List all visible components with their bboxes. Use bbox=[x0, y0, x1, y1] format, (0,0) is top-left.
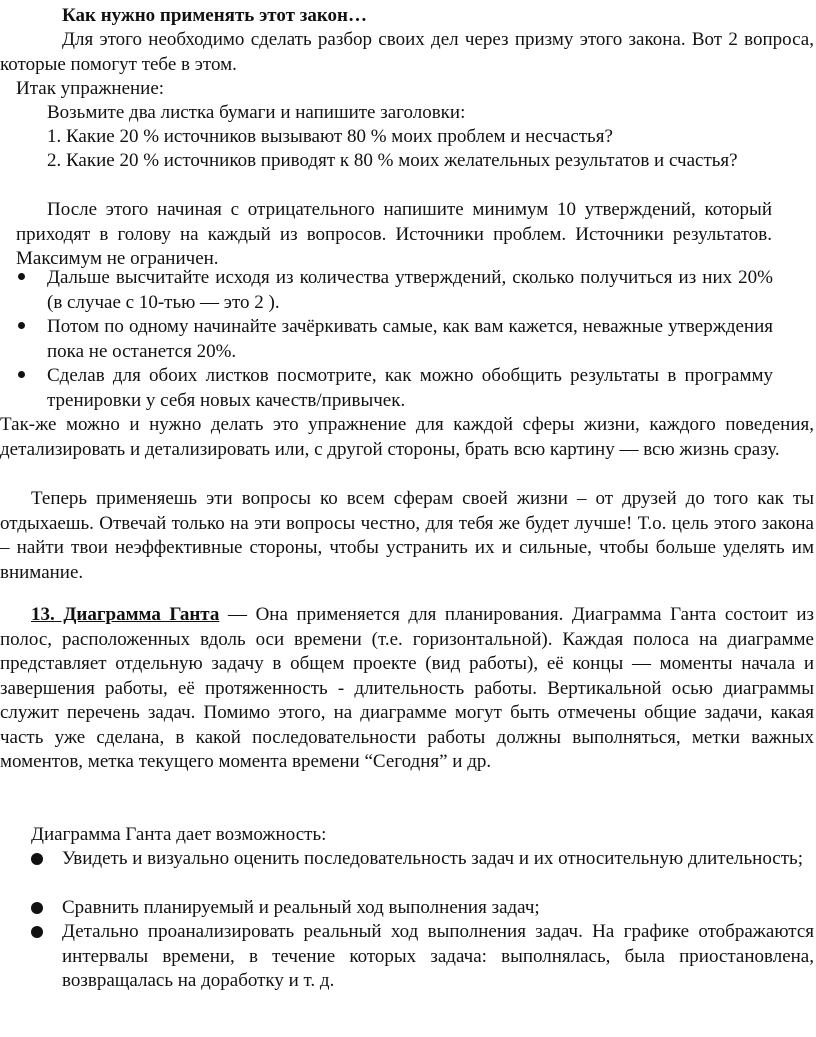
apply-paragraph: Теперь применяешь эти вопросы ко всем сферам своей жизни – от друзей до того как ты отдыхаешь. Отвечай только на эти вопросы честно, для тебя же будет лучше! Т.о. цель этого закона – найти твои неэффективные стороны, чтобы устранить их и сильные, чтобы больше уделять им внимание. bbox=[0, 488, 814, 583]
intro-paragraph: Для этого необходимо сделать разбор своих дел через призму этого закона. Вот 2 вопроса, которые помогут тебе в этом. bbox=[0, 29, 814, 75]
exercise-label: Итак упражнение: bbox=[16, 78, 165, 99]
take-sheets-line: Возьмите два листка бумаги и напишите заголовки: bbox=[47, 102, 466, 123]
gantt-paragraph bbox=[0, 603, 814, 775]
gantt-gives-line: Диаграмма Ганта дает возможность: bbox=[31, 824, 327, 845]
question-1: 1. Какие 20 % источников вызывают 80 % моих проблем и несчастья? bbox=[47, 126, 613, 147]
gantt-bullet-2: Сравнить планируемый и реальный ход выполнения задач; bbox=[62, 897, 540, 918]
bullet-dot-icon bbox=[18, 371, 25, 378]
bullet-dot-icon bbox=[31, 926, 43, 938]
bullet-item-2: Потом по одному начинайте зачёркивать самые, как вам кажется, неважные утверждения пока не останется 20%. bbox=[47, 316, 773, 362]
also-paragraph: Так-же можно и нужно делать это упражнение для каждой сферы жизни, каждого поведения, детализировать и детализировать или, с другой стороны, брать всю картину — всю жизнь сразу. bbox=[0, 414, 814, 460]
gantt-bullet-1: Увидеть и визуально оценить последовательность задач и их относительную длительность; bbox=[62, 848, 803, 869]
bullet-dot-icon bbox=[18, 322, 25, 329]
section-title: Как нужно применять этот закон… bbox=[62, 5, 367, 26]
gantt-heading: 13. Диаграмма Ганта bbox=[31, 604, 220, 625]
bullet-item-3: Сделав для обоих листков посмотрите, как можно обобщить результаты в программу тренировки у себя новых качеств/привычек. bbox=[47, 365, 773, 411]
bullet-dot-icon bbox=[31, 853, 43, 865]
bullet-dot-icon bbox=[18, 273, 25, 280]
gantt-bullet-3: Детально проанализировать реальный ход выполнения задач. На графике отображаются интервалы времени, в течение которых задача: выполнялась, была приостановлена, возвращалась на доработку и т. д. bbox=[62, 921, 814, 991]
question-2: 2. Какие 20 % источников приводят к 80 % моих желательных результатов и счастья? bbox=[47, 150, 738, 171]
bullet-dot-icon bbox=[31, 902, 43, 914]
after-paragraph: После этого начиная с отрицательного напишите минимум 10 утверждений, который приходят в голову на каждый из вопросов. Источники проблем. Источники результатов. Максимум не ограничен. bbox=[16, 199, 772, 269]
gantt-body: — Она применяется для планирования. Диаграмма Ганта состоит из полос, расположенных вдоль оси времени (т.е. горизонтальной). Каждая полоса на диаграмме представляет отдельную задачу в общем проекте (вид работы), её концы — моменты начала и завершения работы, её протяженность - длительность работы. Вертикальной осью диаграммы служит перечень задач. Помимо этого, на диаграмме могут быть отмечены общие задачи, какая часть уже сделана, в какой последовательности работы должны выполняться, метки важных моментов, метка текущего момента времени “Сегодня” и др. bbox=[0, 604, 814, 772]
bullet-item-1: Дальше высчитайте исходя из количества утверждений, сколько получиться из них 20% (в случае с 10-тью — это 2 ). bbox=[47, 267, 773, 313]
